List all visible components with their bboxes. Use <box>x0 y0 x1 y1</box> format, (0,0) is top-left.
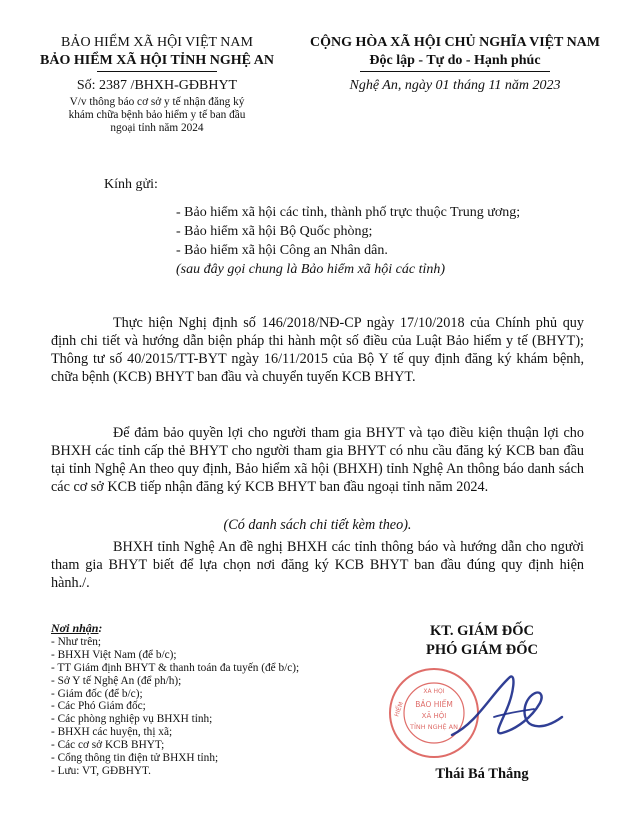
doc-number: Số: 2387 /BHXH-GĐBHYT <box>76 78 238 93</box>
recipient-item: - Bảo hiểm xã hội các tỉnh, thành phố trực thuộc Trung ương; <box>176 205 521 220</box>
signer-name: Thái Bá Thắng <box>435 766 529 782</box>
svg-text:TỈNH NGHỆ AN: TỈNH NGHỆ AN <box>410 723 458 731</box>
distribution-item: - Giám đốc (để b/c); <box>51 687 143 700</box>
country-name: CỘNG HÒA XÃ HỘI CHỦ NGHĨA VIỆT NAM <box>309 35 600 50</box>
recipients-label: Kính gửi: <box>104 177 158 192</box>
svg-text:BẢO HIỂM: BẢO HIỂM <box>415 700 453 709</box>
body-paragraph-3: BHXH tỉnh Nghệ An đề nghị BHXH các tỉnh thông báo và hướng dẫn cho người tham gia BHYT biết để lựa chọn nơi đăng ký KCB BHYT ban đầu đúng quy định hiện hành./. <box>51 539 584 591</box>
distribution-item: - Các Phó Giám đốc; <box>51 700 146 713</box>
signature-titles <box>382 622 582 660</box>
subject-line: V/v thông báo cơ sở y tế nhận đăng ký <box>69 96 245 108</box>
body-paragraph-2: Để đảm bảo quyền lợi cho người tham gia BHYT và tạo điều kiện thuận lợi cho BHXH các tỉnh cấp thẻ BHYT cho người tham gia BHYT có nhu cầu đăng ký KCB ban đầu tại tỉnh Nghệ An theo quy định, Bảo hiểm xã hội (BHXH) tỉnh Nghệ An thông báo danh sách các cơ sở KCB tiếp nhận đăng ký KCB BHYT ban đầu ngoại tỉnh năm 2024. <box>51 425 584 495</box>
svg-text:HIỂM: HIỂM <box>393 700 406 718</box>
distribution-item: - Sở Y tế Nghệ An (để ph/h); <box>51 674 182 687</box>
stamp-seal <box>390 669 478 757</box>
recipient-item: - Bảo hiểm xã hội Bộ Quốc phòng; <box>176 224 373 239</box>
recipients-note: (sau đây gọi chung là Bảo hiểm xã hội các tỉnh) <box>176 262 446 277</box>
org-parent: BẢO HIỂM XÃ HỘI VIỆT NAM <box>61 35 253 50</box>
distribution-item: - BHXH các huyện, thị xã; <box>51 726 173 739</box>
official-stamp-and-signature <box>382 663 582 763</box>
motto-underline <box>360 71 550 72</box>
subject-line: ngoại tỉnh năm 2024 <box>110 122 204 134</box>
place-date: Nghệ An, ngày 01 tháng 11 năm 2023 <box>349 78 561 93</box>
svg-text:XÃ HỘI: XÃ HỘI <box>421 712 447 720</box>
doc-subject <box>22 96 292 135</box>
distribution-item: - TT Giám định BHYT & thanh toán đa tuyến (để b/c); <box>51 661 300 674</box>
svg-text:XÃ HỘI: XÃ HỘI <box>423 688 445 695</box>
subject-line: khám chữa bệnh bảo hiểm y tế ban đầu <box>68 109 246 121</box>
distribution-item: - Lưu: VT, GĐBHYT. <box>51 764 151 777</box>
distribution-item: - Các cơ sở KCB BHYT; <box>51 739 165 752</box>
signature-title-2: PHÓ GIÁM ĐỐC <box>426 642 538 658</box>
distribution-item: - BHXH Việt Nam (để b/c); <box>51 648 177 661</box>
signature-title-1: KT. GIÁM ĐỐC <box>429 623 535 639</box>
distribution-item: - Như trên; <box>51 635 102 648</box>
distribution-list <box>51 622 381 778</box>
distribution-item: - Các phòng nghiệp vụ BHXH tỉnh; <box>51 713 213 726</box>
national-motto: Độc lập - Tự do - Hạnh phúc <box>369 53 541 68</box>
distribution-title-colon: : <box>98 623 103 635</box>
body-paragraph-1: Thực hiện Nghị định số 146/2018/NĐ-CP ngày 17/10/2018 của Chính phủ quy định chi tiết và hướng dẫn biện pháp thi hành một số điều của Luật Bảo hiểm y tế (BHYT); Thông tư số 40/2015/TT-BYT ngày 16/11/2015 của Bộ Y tế quy định đăng ký khám bệnh, chữa bệnh (KCB) BHYT ban đầu và chuyển tuyến KCB BHYT. <box>51 315 584 385</box>
national-header <box>298 34 612 96</box>
distribution-title: Nơi nhận <box>51 621 99 635</box>
recipient-item: - Bảo hiểm xã hội Công an Nhân dân. <box>176 243 388 258</box>
org-underline <box>97 71 217 72</box>
attachment-note: (Có danh sách chi tiết kèm theo). <box>223 517 412 533</box>
issuing-organization <box>22 34 292 135</box>
org-name: BẢO HIỂM XÃ HỘI TỈNH NGHỆ AN <box>40 53 274 68</box>
recipients-list <box>176 203 520 279</box>
distribution-item: - Cổng thông tin điện tử BHXH tỉnh; <box>51 752 219 765</box>
